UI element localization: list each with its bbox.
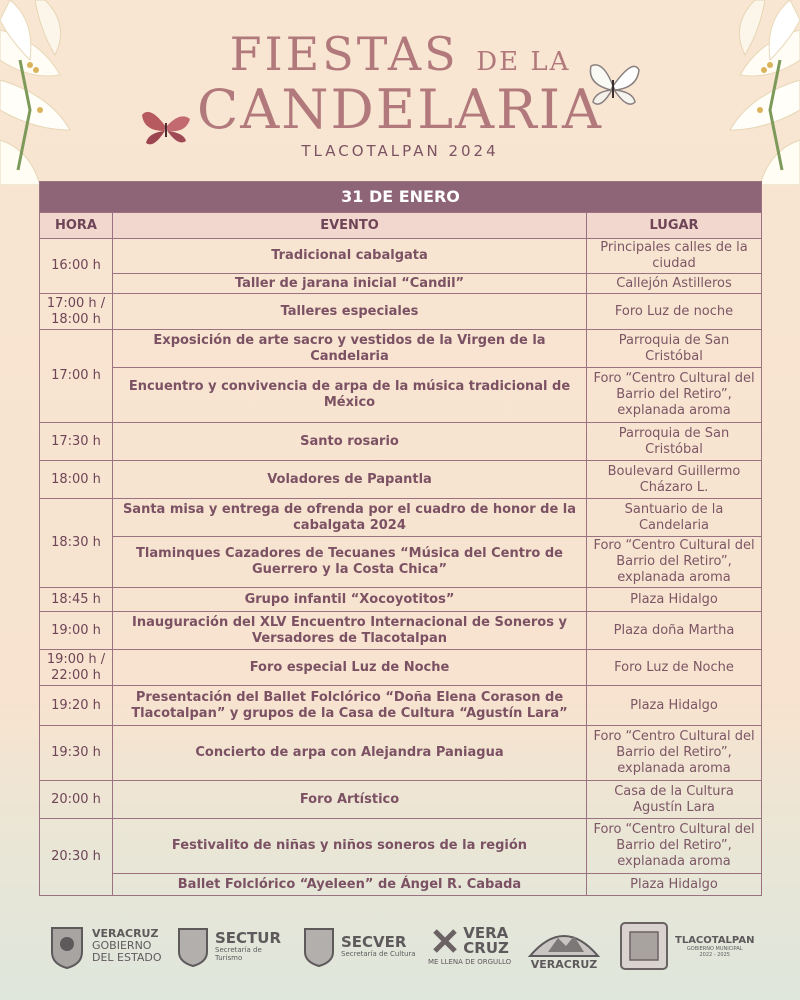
place-cell: Santuario de la Candelaria	[587, 499, 762, 537]
place-cell: Parroquia de San Cristóbal	[587, 330, 762, 368]
time-cell: 19:00 h	[40, 612, 113, 650]
place-cell: Parroquia de San Cristóbal	[587, 423, 762, 461]
title-candelaria: CANDELARIA	[196, 78, 604, 141]
schedule-row	[40, 368, 762, 423]
event-cell: Grupo infantil “Xocoyotitos”	[113, 588, 587, 612]
place-cell: Boulevard Guillermo Cházaro L.	[587, 461, 762, 499]
logo-vera-cruz	[428, 918, 511, 974]
event-cell: Taller de jarana inicial “Candil”	[113, 274, 587, 294]
event-cell: Concierto de arpa con Alejandra Paniagua	[113, 726, 587, 781]
title-de-la: DE LA	[476, 47, 571, 77]
column-header-lugar: LUGAR	[587, 213, 762, 239]
column-header-row	[40, 213, 762, 239]
schedule-row	[40, 726, 762, 781]
event-cell: Santa misa y entrega de ofrenda por el cuadro de honor de la cabalgata 2024	[113, 499, 587, 537]
place-cell: Plaza Hidalgo	[587, 588, 762, 612]
place-cell: Plaza Hidalgo	[587, 874, 762, 896]
place-cell: Foro Luz de noche	[587, 294, 762, 330]
event-cell: Tradicional cabalgata	[113, 239, 587, 274]
event-cell: Foro Artístico	[113, 781, 587, 819]
place-cell: Foro “Centro Cultural del Barrio del Retiro”, explanada aroma	[587, 368, 762, 423]
schedule-row	[40, 874, 762, 896]
time-cell: 19:30 h	[40, 726, 113, 781]
event-subtitle: TLACOTALPAN 2024	[301, 142, 499, 160]
place-cell: Foro Luz de Noche	[587, 650, 762, 686]
logo-vera-text: VERA	[463, 924, 509, 942]
column-header-hora: HORA	[40, 213, 113, 239]
logo-secver-sub: Secretaría de Cultura	[341, 950, 416, 958]
event-cell: Ballet Folclórico “Ayeleen” de Ángel R. Cabada	[113, 874, 587, 896]
veracruz-landscape-icon	[528, 922, 600, 958]
schedule-row	[40, 239, 762, 274]
state-shield-icon	[48, 922, 86, 970]
event-cell: Tlaminques Cazadores de Tecuanes “Música del Centro de Guerrero y la Costa Chica”	[113, 537, 587, 588]
schedule-date: 31 DE ENERO	[40, 182, 762, 213]
event-cell: Festivalito de niñas y niños soneros de la región	[113, 819, 587, 874]
schedule-body	[40, 239, 762, 896]
time-cell: 20:30 h	[40, 819, 113, 896]
logo-del-estado-text: DEL ESTADO	[92, 951, 162, 964]
logo-gobierno-text: GOBIERNO	[92, 939, 152, 952]
schedule-row	[40, 686, 762, 726]
schedule-row	[40, 588, 762, 612]
logo-tlacotalpan-years: 2022 - 2025	[699, 951, 730, 958]
logo-secver	[302, 918, 416, 974]
logo-veracruz-brand-text: VERACRUZ	[530, 957, 598, 971]
tlacotalpan-crest-icon	[618, 920, 670, 972]
time-cell: 16:00 h	[40, 239, 113, 294]
logo-sectur-text: SECTUR	[215, 929, 282, 947]
place-cell: Callejón Astilleros	[587, 274, 762, 294]
event-title-block	[0, 28, 800, 160]
schedule-row	[40, 650, 762, 686]
cross-pattern-icon	[430, 926, 460, 956]
schedule-row	[40, 781, 762, 819]
schedule-row	[40, 819, 762, 874]
logo-vera-tagline: ME LLENA DE ORGULLO	[428, 958, 512, 966]
logo-veracruz-gobierno	[48, 918, 162, 974]
logo-veracruz-text: VERACRUZ	[92, 927, 159, 940]
time-cell: 18:45 h	[40, 588, 113, 612]
title-fiestas: FIESTAS	[229, 27, 459, 81]
schedule-row	[40, 423, 762, 461]
column-header-evento: EVENTO	[113, 213, 587, 239]
place-cell: Foro “Centro Cultural del Barrio del Retiro”, explanada aroma	[587, 726, 762, 781]
time-cell: 17:00 h / 18:00 h	[40, 294, 113, 330]
time-cell: 18:30 h	[40, 499, 113, 588]
logo-sectur	[176, 918, 281, 974]
time-cell: 20:00 h	[40, 781, 113, 819]
logo-tlacotalpan-sub: GOBIERNO MUNICIPAL	[686, 945, 743, 952]
event-cell: Inauguración del XLV Encuentro Internacional de Soneros y Versadores de Tlacotalpan	[113, 612, 587, 650]
time-cell: 19:00 h / 22:00 h	[40, 650, 113, 686]
date-row	[40, 182, 762, 213]
logo-secver-text: SECVER	[341, 933, 407, 951]
schedule-row	[40, 612, 762, 650]
event-cell: Presentación del Ballet Folclórico “Doña Elena Corason de Tlacotalpan” y grupos de la Casa de Cultura “Agustín Lara”	[113, 686, 587, 726]
logo-sectur-sub: Secretaría de Turismo	[215, 946, 262, 962]
time-cell: 18:00 h	[40, 461, 113, 499]
place-cell: Foro “Centro Cultural del Barrio del Retiro”, explanada aroma	[587, 819, 762, 874]
time-cell: 17:30 h	[40, 423, 113, 461]
logo-tlacotalpan-text: TLACOTALPAN	[675, 934, 755, 946]
event-cell: Santo rosario	[113, 423, 587, 461]
schedule-row	[40, 274, 762, 294]
time-cell: 17:00 h	[40, 330, 113, 423]
schedule-table	[39, 181, 762, 896]
time-cell: 19:20 h	[40, 686, 113, 726]
event-cell: Talleres especiales	[113, 294, 587, 330]
event-cell: Exposición de arte sacro y vestidos de la Virgen de la Candelaria	[113, 330, 587, 368]
logo-tlacotalpan	[618, 918, 754, 974]
schedule-row	[40, 461, 762, 499]
logo-cruz-text: CRUZ	[463, 939, 509, 957]
schedule-row	[40, 499, 762, 537]
sectur-shield-icon	[176, 924, 210, 968]
place-cell: Foro “Centro Cultural del Barrio del Retiro”, explanada aroma	[587, 537, 762, 588]
sponsor-logos	[0, 918, 800, 978]
schedule-row	[40, 537, 762, 588]
logo-veracruz-brand	[528, 918, 600, 974]
event-cell: Foro especial Luz de Noche	[113, 650, 587, 686]
schedule-row	[40, 294, 762, 330]
event-cell: Voladores de Papantla	[113, 461, 587, 499]
place-cell: Plaza Hidalgo	[587, 686, 762, 726]
place-cell: Principales calles de la ciudad	[587, 239, 762, 274]
place-cell: Casa de la Cultura Agustín Lara	[587, 781, 762, 819]
event-cell: Encuentro y convivencia de arpa de la música tradicional de México	[113, 368, 587, 423]
place-cell: Plaza doña Martha	[587, 612, 762, 650]
schedule-row	[40, 330, 762, 368]
secver-shield-icon	[302, 924, 336, 968]
